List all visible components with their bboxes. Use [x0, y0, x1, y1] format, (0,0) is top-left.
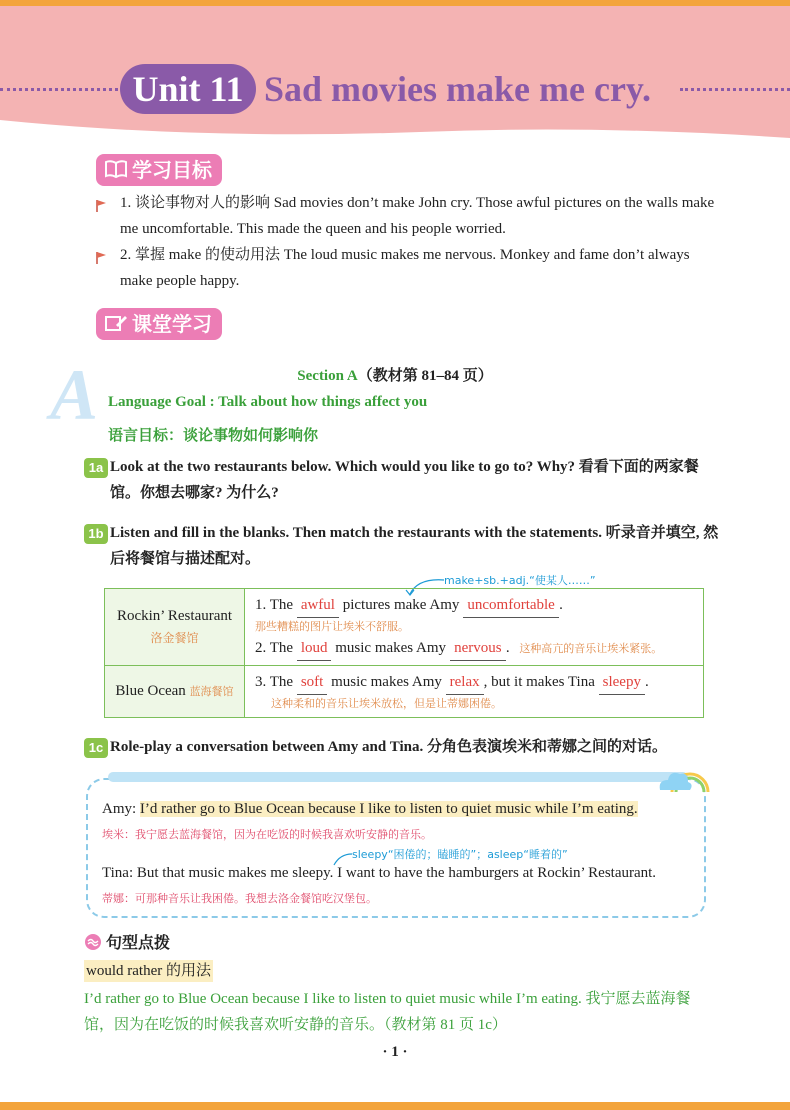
- amy-line-text: I’d rather go to Blue Ocean because I like to listen to quiet music while I’m eating.: [139, 801, 638, 817]
- restaurant-name-cell: [105, 589, 245, 666]
- answer-blank: awful: [297, 593, 339, 618]
- statement-number: 3. The: [255, 674, 294, 690]
- task-1c-text: Role-play a conversation between Amy and Tina. 分角色表演埃米和蒂娜之间的对话。: [110, 739, 667, 755]
- dialogue-box-bar: [108, 772, 688, 782]
- statement-1: [255, 593, 693, 618]
- language-goal-en: Language Goal : Talk about how things affect you: [108, 394, 428, 410]
- answer-blank: nervous: [450, 636, 506, 661]
- statements-cell: [245, 589, 704, 666]
- amy-line: [102, 798, 638, 820]
- classroom-heading-text: 课堂学习: [132, 312, 212, 336]
- table-row: [105, 589, 704, 666]
- statement-number: 2. The: [255, 640, 294, 656]
- section-title: [0, 364, 790, 385]
- book-icon: [104, 156, 128, 188]
- tips-heading-text: 句型点拨: [106, 933, 171, 952]
- answer-blank: relax: [446, 670, 484, 695]
- restaurant-name: Blue Ocean: [115, 683, 186, 699]
- task-1a-text: Look at the two restaurants below. Which would you like to go to? Why? 看看下面的两家餐馆。你想去哪家? 为什么?: [110, 459, 699, 501]
- tips-heading: [84, 930, 170, 953]
- tina-line-translation: 蒂娜：可那种音乐让我困倦。我想去洛金餐馆吃汉堡包。: [102, 892, 377, 905]
- task-1b-text: Listen and fill in the blanks. Then match the restaurants with the statements. 听录音并填空, 然后将餐馆与描述配对。: [110, 525, 719, 567]
- statement-end: .: [559, 597, 563, 613]
- dotted-line-right: [680, 88, 790, 91]
- dotted-line-left: [0, 88, 118, 91]
- objective-text: 2. 掌握 make 的使动用法 The loud music makes me nervous. Monkey and fame don’t always make people happy.: [120, 247, 690, 289]
- restaurant-name-cell: [105, 666, 245, 718]
- cloud-rainbow-icon: [656, 762, 712, 796]
- section-name: Section A: [297, 368, 358, 384]
- statement-1-translation: 那些糟糕的图片让埃米不舒服。: [255, 620, 409, 633]
- answer-blank: uncomfortable: [463, 593, 559, 618]
- objectives-heading-text: 学习目标: [132, 158, 212, 182]
- statement-3-translation: 这种柔和的音乐让埃米放松，但是让蒂娜困倦。: [271, 697, 502, 710]
- bottom-strip: [0, 1102, 790, 1110]
- restaurant-name: Rockin’ Restaurant: [116, 608, 233, 624]
- task-badge-1b: 1b: [84, 524, 108, 544]
- language-goal-zh: 语言目标：谈论事物如何影响你: [108, 426, 319, 444]
- objective-text: 1. 谈论事物对人的影响 Sad movies don’t make John cry. Those awful pictures on the walls make me uncomfortable. This made the queen and his people worried.: [120, 195, 715, 237]
- restaurant-name-zh: 洛金餐馆: [150, 631, 199, 645]
- statement-text: music makes Amy: [331, 674, 442, 690]
- classroom-heading: [96, 308, 222, 340]
- statement-number: 1. The: [255, 597, 294, 613]
- tina-line: Tina: But that music makes me sleepy. I want to have the hamburgers at Rockin’ Restaurant.: [102, 865, 657, 881]
- answer-blank: loud: [297, 636, 332, 661]
- unit-header: [0, 64, 790, 116]
- statement-text: music makes Amy: [335, 640, 447, 656]
- statement-text: pictures make Amy: [342, 597, 460, 613]
- speaker-amy: Amy:: [102, 801, 140, 817]
- tips-example: I’d rather go to Blue Ocean because I like to listen to quiet music while I’m eating. 我宁愿去蓝海餐馆，因为在吃饭的时候我喜欢听安静的音乐。（教材第 81 页 1c）: [84, 991, 691, 1033]
- tips-subheading: would rather 的用法: [84, 960, 213, 982]
- task-badge-1a: 1a: [84, 458, 108, 478]
- task-badge-1c: 1c: [84, 738, 108, 758]
- restaurant-table: [104, 588, 704, 718]
- unit-label: Unit 11: [120, 64, 256, 114]
- table-row: [105, 666, 704, 718]
- pattern-icon: [84, 933, 102, 951]
- statement-end: .: [644, 674, 649, 690]
- flag-icon: [96, 196, 108, 222]
- objective-item: [96, 190, 716, 242]
- restaurant-name-zh: 蓝海餐馆: [189, 685, 234, 698]
- statements-cell: [245, 666, 704, 718]
- objectives-heading: [96, 154, 222, 186]
- statement-2: [255, 636, 693, 661]
- statement-2-translation: 这种高亢的音乐让埃米紧张。: [519, 642, 663, 655]
- section-pages: （教材第 81–84 页）: [357, 368, 493, 384]
- answer-blank: sleepy: [599, 670, 645, 695]
- answer-blank: soft: [297, 670, 328, 695]
- section-letter: A: [50, 355, 99, 435]
- notebook-pen-icon: [104, 310, 128, 342]
- flag-icon: [96, 248, 108, 274]
- amy-line-translation: 埃米：我宁愿去蓝海餐馆，因为在吃饭的时候我喜欢听安静的音乐。: [102, 828, 432, 841]
- page-number: · 1 ·: [382, 1044, 408, 1060]
- statement-3: [255, 670, 693, 695]
- sleepy-hint: sleepy“困倦的；瞌睡的”；asleep“睡着的”: [352, 848, 568, 861]
- objective-item: [96, 242, 716, 294]
- make-usage-hint: make+sb.+adj.“使某人……”: [444, 574, 596, 587]
- statement-end: .: [505, 640, 510, 656]
- statement-text: , but it makes Tina: [483, 674, 595, 690]
- unit-title: Sad movies make me cry.: [264, 69, 651, 109]
